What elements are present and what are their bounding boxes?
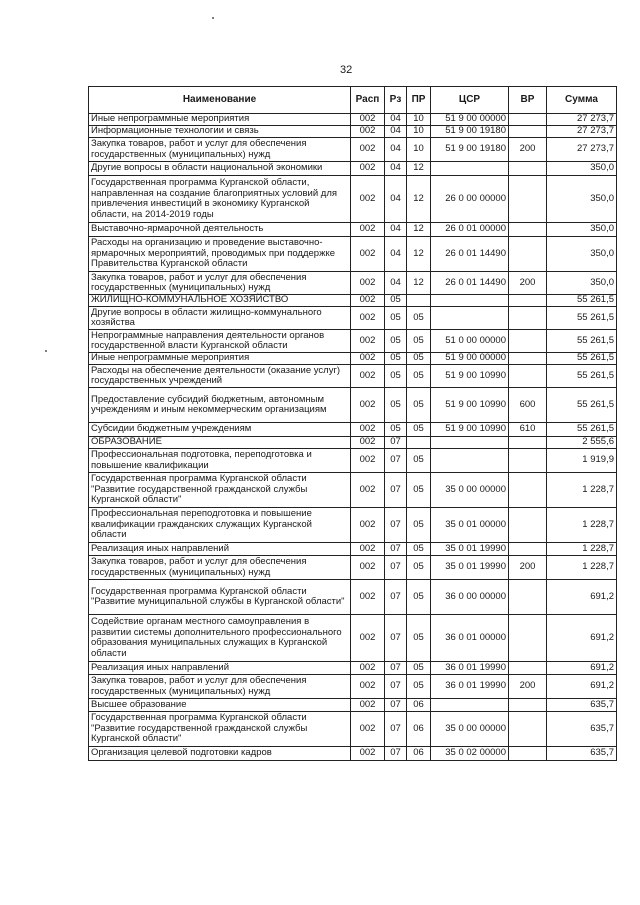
row-rasp: 002 (351, 543, 385, 556)
row-name: Содействие органам местного самоуправления в развитии системы дополнительного профессионального образования муниципальных служащих в Курганской области (89, 615, 351, 662)
page-number: 32 (340, 64, 353, 76)
row-name: Расходы на организацию и проведение выставочно-ярмарочных мероприятий, проводимых при поддержке Правительства Курганской области (89, 237, 351, 272)
row-csr: 36 0 01 19990 (431, 662, 509, 675)
table-row (89, 295, 617, 307)
row-pr: 10 (407, 138, 431, 162)
row-rasp: 002 (351, 662, 385, 675)
row-pr: 05 (407, 675, 431, 699)
table-row (89, 449, 617, 473)
row-sum: 55 261,5 (547, 365, 617, 388)
row-rasp: 002 (351, 712, 385, 747)
row-vr (509, 365, 547, 388)
row-vr (509, 615, 547, 662)
row-rz: 07 (385, 712, 407, 747)
table-row (89, 237, 617, 272)
row-sum: 1 228,7 (547, 473, 617, 508)
row-rz: 07 (385, 699, 407, 712)
table-row (89, 675, 617, 699)
row-vr: 200 (509, 675, 547, 699)
row-csr (431, 449, 509, 473)
row-name: Закупка товаров, работ и услуг для обеспечения государственных (муниципальных) нужд (89, 675, 351, 699)
row-rz: 07 (385, 747, 407, 761)
row-name: Профессиональная подготовка, переподготовка и повышение квалификации (89, 449, 351, 473)
table-row (89, 138, 617, 162)
row-csr: 51 9 00 10990 (431, 365, 509, 388)
row-pr: 05 (407, 508, 431, 543)
row-csr: 35 0 00 00000 (431, 712, 509, 747)
row-sum: 350,0 (547, 272, 617, 295)
row-pr (407, 437, 431, 449)
row-name: Государственная программа Курганской области "Развитие муниципальной службы в Курганской области" (89, 580, 351, 615)
row-rasp: 002 (351, 449, 385, 473)
row-sum: 55 261,5 (547, 388, 617, 423)
row-rz: 07 (385, 662, 407, 675)
row-vr (509, 162, 547, 176)
row-pr: 05 (407, 556, 431, 580)
row-csr (431, 307, 509, 330)
row-vr (509, 747, 547, 761)
row-pr: 10 (407, 126, 431, 138)
row-rasp: 002 (351, 272, 385, 295)
row-vr (509, 580, 547, 615)
row-name: Государственная программа Курганской области, направленная на создание благоприятных условий для привлечения инвестиций в экономику Курганской области, на 2014-2019 годы (89, 176, 351, 223)
row-pr: 12 (407, 162, 431, 176)
table-row (89, 307, 617, 330)
row-vr (509, 437, 547, 449)
row-sum: 691,2 (547, 675, 617, 699)
row-vr (509, 543, 547, 556)
row-pr: 05 (407, 388, 431, 423)
row-pr: 06 (407, 699, 431, 712)
row-rasp: 002 (351, 237, 385, 272)
row-sum: 635,7 (547, 747, 617, 761)
row-csr (431, 699, 509, 712)
row-sum: 635,7 (547, 699, 617, 712)
table-row (89, 423, 617, 437)
row-vr (509, 237, 547, 272)
row-csr: 51 0 00 00000 (431, 330, 509, 353)
row-sum: 635,7 (547, 712, 617, 747)
row-name: Выставочно-ярмарочной деятельность (89, 223, 351, 237)
row-rz: 07 (385, 543, 407, 556)
row-vr (509, 330, 547, 353)
row-vr (509, 295, 547, 307)
row-rz: 04 (385, 126, 407, 138)
row-csr: 35 0 01 00000 (431, 508, 509, 543)
row-sum: 55 261,5 (547, 330, 617, 353)
row-name: Профессиональная переподготовка и повышение квалификации гражданских служащих Курганской области (89, 508, 351, 543)
row-pr: 05 (407, 365, 431, 388)
row-rz: 07 (385, 615, 407, 662)
row-pr: 05 (407, 473, 431, 508)
row-rasp: 002 (351, 615, 385, 662)
row-name: Информационные технологии и связь (89, 126, 351, 138)
row-rz: 04 (385, 237, 407, 272)
row-csr: 35 0 02 00000 (431, 747, 509, 761)
table-row (89, 615, 617, 662)
table-row (89, 272, 617, 295)
table-row (89, 330, 617, 353)
row-csr (431, 162, 509, 176)
table-row (89, 556, 617, 580)
scan-speck (212, 17, 214, 19)
header-sum: Сумма (547, 87, 617, 114)
row-pr: 12 (407, 176, 431, 223)
row-name: Иные непрограммные мероприятия (89, 353, 351, 365)
row-sum: 1 228,7 (547, 556, 617, 580)
row-rz: 04 (385, 176, 407, 223)
row-csr: 36 0 01 19990 (431, 675, 509, 699)
row-vr (509, 712, 547, 747)
row-rasp: 002 (351, 365, 385, 388)
row-csr: 35 0 00 00000 (431, 473, 509, 508)
table-row (89, 580, 617, 615)
row-vr: 200 (509, 272, 547, 295)
row-name: Закупка товаров, работ и услуг для обеспечения государственных (муниципальных) нужд (89, 556, 351, 580)
row-rasp: 002 (351, 556, 385, 580)
row-pr: 12 (407, 272, 431, 295)
row-vr (509, 223, 547, 237)
row-rasp: 002 (351, 114, 385, 126)
row-sum: 55 261,5 (547, 295, 617, 307)
row-rz: 05 (385, 295, 407, 307)
table-row (89, 114, 617, 126)
table-row (89, 747, 617, 761)
row-vr (509, 176, 547, 223)
table-row (89, 353, 617, 365)
row-pr: 10 (407, 114, 431, 126)
row-csr: 36 0 01 00000 (431, 615, 509, 662)
row-vr: 200 (509, 556, 547, 580)
row-csr: 35 0 01 19990 (431, 556, 509, 580)
row-sum: 691,2 (547, 580, 617, 615)
row-vr (509, 307, 547, 330)
table-row (89, 473, 617, 508)
row-pr: 05 (407, 330, 431, 353)
row-sum: 691,2 (547, 615, 617, 662)
row-rz: 05 (385, 365, 407, 388)
row-sum: 350,0 (547, 223, 617, 237)
row-rz: 05 (385, 388, 407, 423)
row-csr: 26 0 00 00000 (431, 176, 509, 223)
row-vr: 610 (509, 423, 547, 437)
row-vr (509, 473, 547, 508)
row-rasp: 002 (351, 295, 385, 307)
row-rasp: 002 (351, 675, 385, 699)
header-pr: ПР (407, 87, 431, 114)
row-rz: 04 (385, 272, 407, 295)
row-pr: 05 (407, 353, 431, 365)
row-rasp: 002 (351, 473, 385, 508)
row-rz: 07 (385, 675, 407, 699)
row-name: Другие вопросы в области национальной экономики (89, 162, 351, 176)
row-sum: 2 555,6 (547, 437, 617, 449)
row-rz: 05 (385, 307, 407, 330)
row-name: Закупка товаров, работ и услуг для обеспечения государственных (муниципальных) нужд (89, 272, 351, 295)
row-name: Субсидии бюджетным учреждениям (89, 423, 351, 437)
row-sum: 1 228,7 (547, 543, 617, 556)
row-rz: 07 (385, 580, 407, 615)
row-sum: 1 919,9 (547, 449, 617, 473)
row-vr (509, 662, 547, 675)
table-row (89, 699, 617, 712)
row-name: Непрограммные направления деятельности органов государственной власти Курганской области (89, 330, 351, 353)
row-rz: 04 (385, 223, 407, 237)
row-sum: 55 261,5 (547, 307, 617, 330)
row-rasp: 002 (351, 126, 385, 138)
row-vr: 200 (509, 138, 547, 162)
row-csr: 51 9 00 19180 (431, 138, 509, 162)
row-vr (509, 449, 547, 473)
row-rz: 05 (385, 330, 407, 353)
row-pr: 05 (407, 423, 431, 437)
table-row (89, 388, 617, 423)
row-pr: 12 (407, 223, 431, 237)
row-rz: 04 (385, 114, 407, 126)
row-rasp: 002 (351, 699, 385, 712)
row-rasp: 002 (351, 423, 385, 437)
row-sum: 1 228,7 (547, 508, 617, 543)
row-vr (509, 508, 547, 543)
row-name: Реализация иных направлений (89, 662, 351, 675)
row-rasp: 002 (351, 353, 385, 365)
row-rz: 07 (385, 437, 407, 449)
row-csr: 26 0 01 14490 (431, 237, 509, 272)
row-rasp: 002 (351, 307, 385, 330)
row-rasp: 002 (351, 223, 385, 237)
table-row (89, 365, 617, 388)
row-name: Иные непрограммные мероприятия (89, 114, 351, 126)
row-rasp: 002 (351, 388, 385, 423)
row-csr: 51 9 00 10990 (431, 388, 509, 423)
row-sum: 55 261,5 (547, 353, 617, 365)
row-pr: 12 (407, 237, 431, 272)
row-pr: 05 (407, 662, 431, 675)
row-rz: 05 (385, 423, 407, 437)
row-rasp: 002 (351, 437, 385, 449)
row-sum: 55 261,5 (547, 423, 617, 437)
row-pr: 06 (407, 712, 431, 747)
row-sum: 350,0 (547, 162, 617, 176)
row-sum: 27 273,7 (547, 114, 617, 126)
row-name: ОБРАЗОВАНИЕ (89, 437, 351, 449)
row-csr: 51 9 00 19180 (431, 126, 509, 138)
header-rasp: Расп (351, 87, 385, 114)
row-csr: 51 9 00 00000 (431, 353, 509, 365)
table-row (89, 543, 617, 556)
row-vr (509, 126, 547, 138)
row-sum: 27 273,7 (547, 138, 617, 162)
row-rz: 07 (385, 508, 407, 543)
budget-table (88, 86, 617, 761)
row-name: ЖИЛИЩНО-КОММУНАЛЬНОЕ ХОЗЯЙСТВО (89, 295, 351, 307)
row-rasp: 002 (351, 138, 385, 162)
row-vr (509, 114, 547, 126)
row-sum: 27 273,7 (547, 126, 617, 138)
row-csr: 26 0 01 14490 (431, 272, 509, 295)
row-name: Закупка товаров, работ и услуг для обеспечения государственных (муниципальных) нужд (89, 138, 351, 162)
row-rz: 07 (385, 473, 407, 508)
row-name: Государственная программа Курганской области "Развитие государственной гражданской службы Курганской области" (89, 473, 351, 508)
table-row (89, 712, 617, 747)
row-sum: 350,0 (547, 237, 617, 272)
header-rz: Рз (385, 87, 407, 114)
row-rasp: 002 (351, 580, 385, 615)
row-sum: 691,2 (547, 662, 617, 675)
row-name: Предоставление субсидий бюджетным, автономным учреждениям и иным некоммерческим организациям (89, 388, 351, 423)
row-name: Государственная программа Курганской области "Развитие государственной гражданской службы Курганской области" (89, 712, 351, 747)
table-row (89, 662, 617, 675)
row-rasp: 002 (351, 162, 385, 176)
row-csr: 51 9 00 00000 (431, 114, 509, 126)
row-csr: 51 9 00 10990 (431, 423, 509, 437)
table-row (89, 126, 617, 138)
row-pr: 05 (407, 615, 431, 662)
scan-speck (45, 350, 47, 352)
row-rz: 04 (385, 162, 407, 176)
row-pr: 06 (407, 747, 431, 761)
table-row (89, 508, 617, 543)
row-vr: 600 (509, 388, 547, 423)
table-header-row (89, 87, 617, 114)
header-vr: ВР (509, 87, 547, 114)
row-rz: 07 (385, 556, 407, 580)
row-rz: 04 (385, 138, 407, 162)
header-csr: ЦСР (431, 87, 509, 114)
row-pr (407, 295, 431, 307)
row-name: Реализация иных направлений (89, 543, 351, 556)
row-csr: 26 0 01 00000 (431, 223, 509, 237)
table-row (89, 437, 617, 449)
row-name: Расходы на обеспечение деятельности (оказание услуг) государственных учреждений (89, 365, 351, 388)
row-name: Другие вопросы в области жилищно-коммунального хозяйства (89, 307, 351, 330)
table-row (89, 162, 617, 176)
row-rz: 07 (385, 449, 407, 473)
row-sum: 350,0 (547, 176, 617, 223)
row-pr: 05 (407, 449, 431, 473)
row-csr: 35 0 01 19990 (431, 543, 509, 556)
row-rasp: 002 (351, 176, 385, 223)
row-csr (431, 295, 509, 307)
row-csr: 36 0 00 00000 (431, 580, 509, 615)
row-vr (509, 353, 547, 365)
row-rasp: 002 (351, 747, 385, 761)
row-rasp: 002 (351, 508, 385, 543)
row-rasp: 002 (351, 330, 385, 353)
row-pr: 05 (407, 543, 431, 556)
row-csr (431, 437, 509, 449)
row-pr: 05 (407, 307, 431, 330)
table-row (89, 176, 617, 223)
row-name: Высшее образование (89, 699, 351, 712)
row-pr: 05 (407, 580, 431, 615)
table-row (89, 223, 617, 237)
row-rz: 05 (385, 353, 407, 365)
row-name: Организация целевой подготовки кадров (89, 747, 351, 761)
header-name: Наименование (89, 87, 351, 114)
row-vr (509, 699, 547, 712)
